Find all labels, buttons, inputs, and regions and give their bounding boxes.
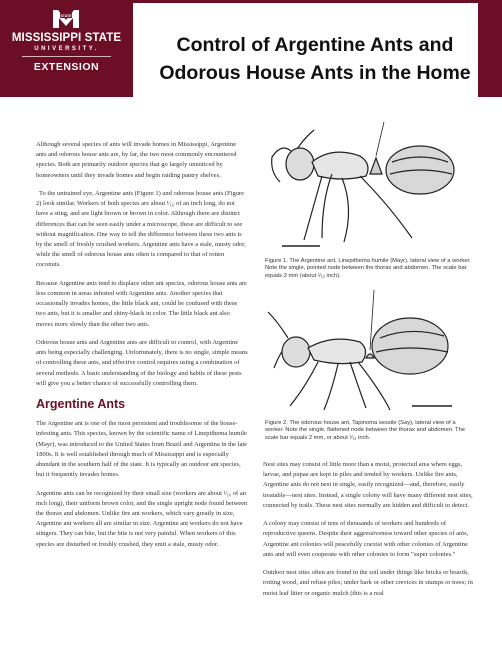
page-title-line2: Odorous House Ants in the Home bbox=[159, 62, 471, 84]
left-column bbox=[36, 140, 248, 558]
intro-paragraph: Although several species of ants will invade homes in Mississippi, Argentine ants and odorous house ants are, by far, the two most commonly encountered species. Both are primarily outdoor species that go largely unnoticed by homeowners until they invade homes and begin raiding pantry shelves. bbox=[36, 141, 237, 179]
logo-extension-word: EXTENSION bbox=[33, 61, 100, 73]
extension-logo bbox=[0, 0, 133, 97]
msu-m-icon bbox=[52, 7, 80, 29]
right-paragraph: Outdoor nest sites often are found in the soil under things like bricks or boards, rotting wood, and refuse piles; under bark or other crevices in stumps or trees; in moist leaf litter or organic mulch (this is a real bbox=[263, 569, 473, 597]
argentine-ant-illustration bbox=[262, 112, 476, 250]
odorous-house-ant-illustration bbox=[262, 282, 476, 414]
header-top-rule bbox=[133, 0, 478, 3]
logo-state-text: STATE bbox=[60, 14, 72, 19]
intro-paragraph: Because Argentine ants tend to displace other ant species, odorous house ants are less common in areas infested with Argentine ants. Another species that occasionally invades homes, the little black ant, could be confused with these two ants, but it is smaller and shiny-black in color. The little black ant also moves more slowly than the other two ants. bbox=[36, 279, 247, 328]
logo-university-word: UNIVERSITY. bbox=[34, 46, 99, 52]
logo-university-name: MISSISSIPPI STATE bbox=[11, 32, 122, 44]
page-title bbox=[150, 31, 480, 87]
right-paragraph: A colony may consist of tens of thousands of workers and hundreds of reproductive queens. Despite their aggressiveness toward other species of ants, Argentine ant colonies will peacefully coexist with other colonies of Argentine ants and will even cooperate with other colonies to form "super colonies." bbox=[263, 520, 469, 558]
right-column bbox=[263, 460, 475, 607]
figure2-caption: Figure 2. The odorous house ant, Tapinoma sessile (Say), lateral view of a worker. Note the single, flattened node between the thorax and abdomen. The scale bar equals 2 mm, or about ¹⁄₁₂ inch. bbox=[265, 420, 466, 441]
intro-paragraph: To the untrained eye, Argentine ants (Figure 1) and odorous house ants (Figure 2) look similar. Workers of both species are about ¹⁄₁₆ of an inch long, do not have a sting, and are light brown or brown in color. Although there are distinct differences that can be seen easily under a microscope, these are difficult to see without magnification. One way to tell the difference between these two ants is by the smell of freshly crushed workers. Argentine ants have a stale, musty odor, while the smell of odorous house ants often is compared to that of rotten coconuts. bbox=[36, 190, 246, 269]
section-heading-argentine-ants: Argentine Ants bbox=[36, 397, 126, 412]
page-title-line1: Control of Argentine Ants and bbox=[176, 34, 454, 56]
argentine-paragraph: Argentine ants can be recognized by their small size (workers are about ¹⁄₁₆ of an inch long), their uniform brown color, and the single upright node found between the thorax and abdomen. Unlike fire ant workers, which vary greatly in size, Argentine ant workers all are similar in size. Argentine ant workers do not have stingers. They can bite, but the bite is not very painful. When workers of this species are disturbed or freshly crushed, they emit a stale, musty odor. bbox=[36, 489, 248, 548]
logo-divider bbox=[22, 56, 111, 57]
header-right-accent bbox=[478, 0, 502, 97]
argentine-paragraph: The Argentine ant is one of the most persistent and troublesome of the house-infesting ants. This species, known by the scientific name of Linepithema humile (Mayr), was introduced to the United States from Brazil and Argentina in the late 1800s. It is well established through much of Mississippi and is especially abundant in the southern half of the state. It is typically an outdoor ant species, but it frequently invades homes. bbox=[36, 420, 248, 479]
intro-paragraph: Odorous house ants and Argentine ants are difficult to control, with Argentine ants being especially challenging. Unfortunately, there is no single, simple means of controlling these ants, and effective control requires using a combination of several methods. A basic understanding of the biology and habits of these pests will give you a better chance of successfully controlling them. bbox=[36, 339, 248, 387]
right-paragraph: Nest sites may consist of little more than a moist, protected area where eggs, larvae, and pupae are kept in piles and tended by workers. Unlike fire ants, Argentine ants do not nest in single, easily recognized—and, therefore, easily treatable—nest sites. Instead, a single colony will have many different nest sites, connected by trails. These nest sites normally are hidden and difficult to detect. bbox=[263, 461, 473, 509]
figure1-caption: Figure 1. The Argentine ant, Linepithema humile (Mayr), lateral view of a worker. Note the single, pointed node between the thorax and abdomen. The scale bar equals 2 mm (about ¹⁄₁₂ inch). bbox=[265, 258, 471, 279]
